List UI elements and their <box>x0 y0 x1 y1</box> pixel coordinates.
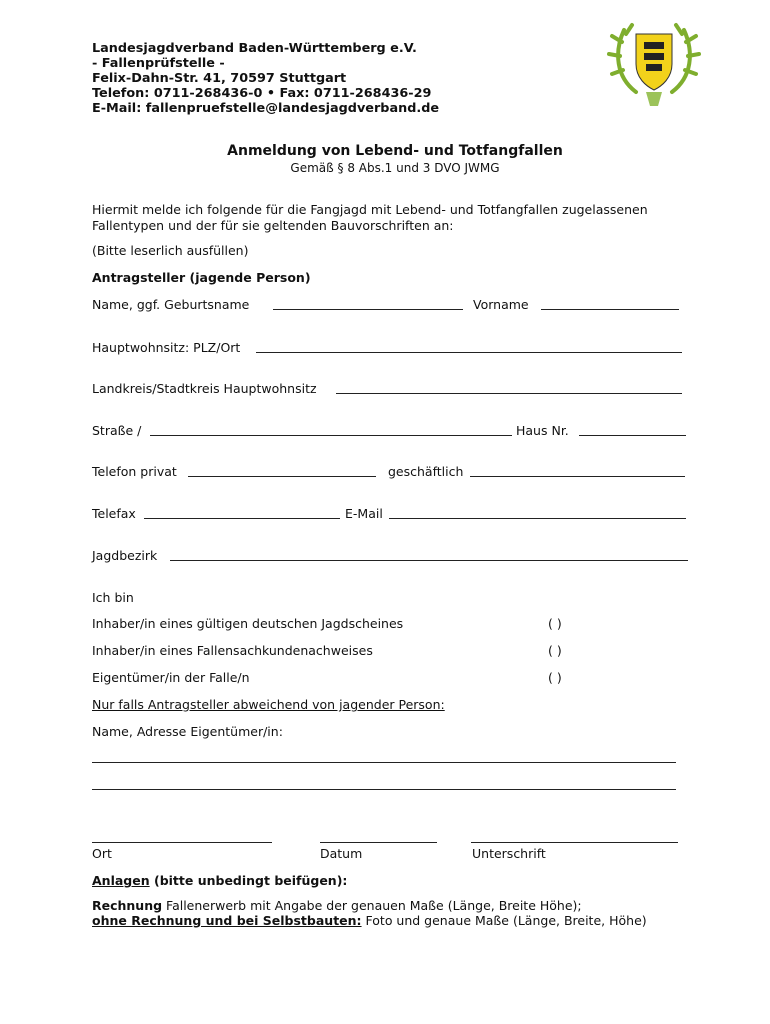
option-sachkunde-checkbox[interactable]: ( ) <box>548 643 562 658</box>
anlagen-heading-main: Anlagen <box>92 873 150 888</box>
org-email: E-Mail: fallenpruefstelle@landesjagdverband.de <box>92 101 440 116</box>
hausnr-label: Haus Nr. <box>516 423 569 438</box>
telefax-field[interactable] <box>144 518 340 519</box>
geschaeftlich-label: geschäftlich <box>388 464 464 479</box>
intro-line-2: Fallentypen und der für sie geltenden Bauvorschriften an: <box>92 218 454 233</box>
org-phone: Telefon: 0711-268436-0 • Fax: 0711-268436-29 <box>92 86 432 101</box>
org-address: Felix-Dahn-Str. 41, 70597 Stuttgart <box>92 71 347 86</box>
owner-label: Name, Adresse Eigentümer/in: <box>92 724 283 739</box>
anlagen-heading <box>92 873 347 888</box>
datum-label: Datum <box>320 846 363 861</box>
ohne-rechnung-text: Foto und genaue Maße (Länge, Breite, Höhe) <box>361 913 647 928</box>
org-name: Landesjagdverband Baden-Württemberg e.V. <box>92 41 417 56</box>
geschaeftlich-field[interactable] <box>470 476 685 477</box>
org-dept: - Fallenprüfstelle - <box>92 56 225 71</box>
ohne-rechnung-label: ohne Rechnung und bei Selbstbauten: <box>92 913 362 928</box>
rechnung-label: Rechnung <box>92 898 163 913</box>
anlagen-heading-rest: (bitte unbedingt beifügen): <box>149 873 348 888</box>
telefon-label: Telefon privat <box>92 464 177 479</box>
owner-field-line-2[interactable] <box>92 789 676 790</box>
hausnr-field[interactable] <box>579 435 686 436</box>
fill-note: (Bitte leserlich ausfüllen) <box>92 243 249 258</box>
option-jagdschein-label: Inhaber/in eines gültigen deutschen Jagdscheines <box>92 616 404 631</box>
strasse-field[interactable] <box>150 435 512 436</box>
telefon-field[interactable] <box>188 476 376 477</box>
page-title: Anmeldung von Lebend- und Totfangfallen <box>227 143 563 159</box>
landkreis-field[interactable] <box>336 393 682 394</box>
applicant-heading: Antragsteller (jagende Person) <box>92 270 311 285</box>
strasse-label: Straße / <box>92 423 142 438</box>
option-eigentuemer-label: Eigentümer/in der Falle/n <box>92 670 250 685</box>
hauptwohnsitz-field[interactable] <box>256 352 682 353</box>
landkreis-label: Landkreis/Stadtkreis Hauptwohnsitz <box>92 381 317 396</box>
email-label: E-Mail <box>345 506 383 521</box>
vorname-field[interactable] <box>541 309 679 310</box>
unterschrift-label: Unterschrift <box>472 846 546 861</box>
owner-field-line-1[interactable] <box>92 762 676 763</box>
page-subtitle: Gemäß § 8 Abs.1 und 3 DVO JWMG <box>290 161 500 175</box>
anlagen-ohne-line <box>92 913 647 928</box>
option-eigentuemer-checkbox[interactable]: ( ) <box>548 670 562 685</box>
jagdbezirk-field[interactable] <box>170 560 688 561</box>
hauptwohnsitz-label: Hauptwohnsitz: PLZ/Ort <box>92 340 241 355</box>
ort-label: Ort <box>92 846 112 861</box>
telefax-label: Telefax <box>92 506 136 521</box>
ort-field[interactable] <box>92 842 272 843</box>
rechnung-text: Fallenerwerb mit Angabe der genauen Maße (Länge, Breite Höhe); <box>162 898 582 913</box>
jagdbezirk-label: Jagdbezirk <box>92 548 158 563</box>
datum-field[interactable] <box>320 842 437 843</box>
option-sachkunde-label: Inhaber/in eines Fallensachkundenachweises <box>92 643 373 658</box>
anlagen-rechnung-line <box>92 898 582 913</box>
unterschrift-field[interactable] <box>471 842 678 843</box>
ich-bin-label: Ich bin <box>92 590 134 605</box>
intro-line-1: Hiermit melde ich folgende für die Fangjagd mit Lebend- und Totfangfallen zugelassenen <box>92 202 648 217</box>
vorname-label: Vorname <box>473 297 529 312</box>
email-field[interactable] <box>389 518 686 519</box>
name-label: Name, ggf. Geburtsname <box>92 297 250 312</box>
coat-of-arms-antlers-icon <box>606 22 702 108</box>
name-field[interactable] <box>273 309 463 310</box>
option-jagdschein-checkbox[interactable]: ( ) <box>548 616 562 631</box>
owner-note: Nur falls Antragsteller abweichend von jagender Person: <box>92 697 445 712</box>
